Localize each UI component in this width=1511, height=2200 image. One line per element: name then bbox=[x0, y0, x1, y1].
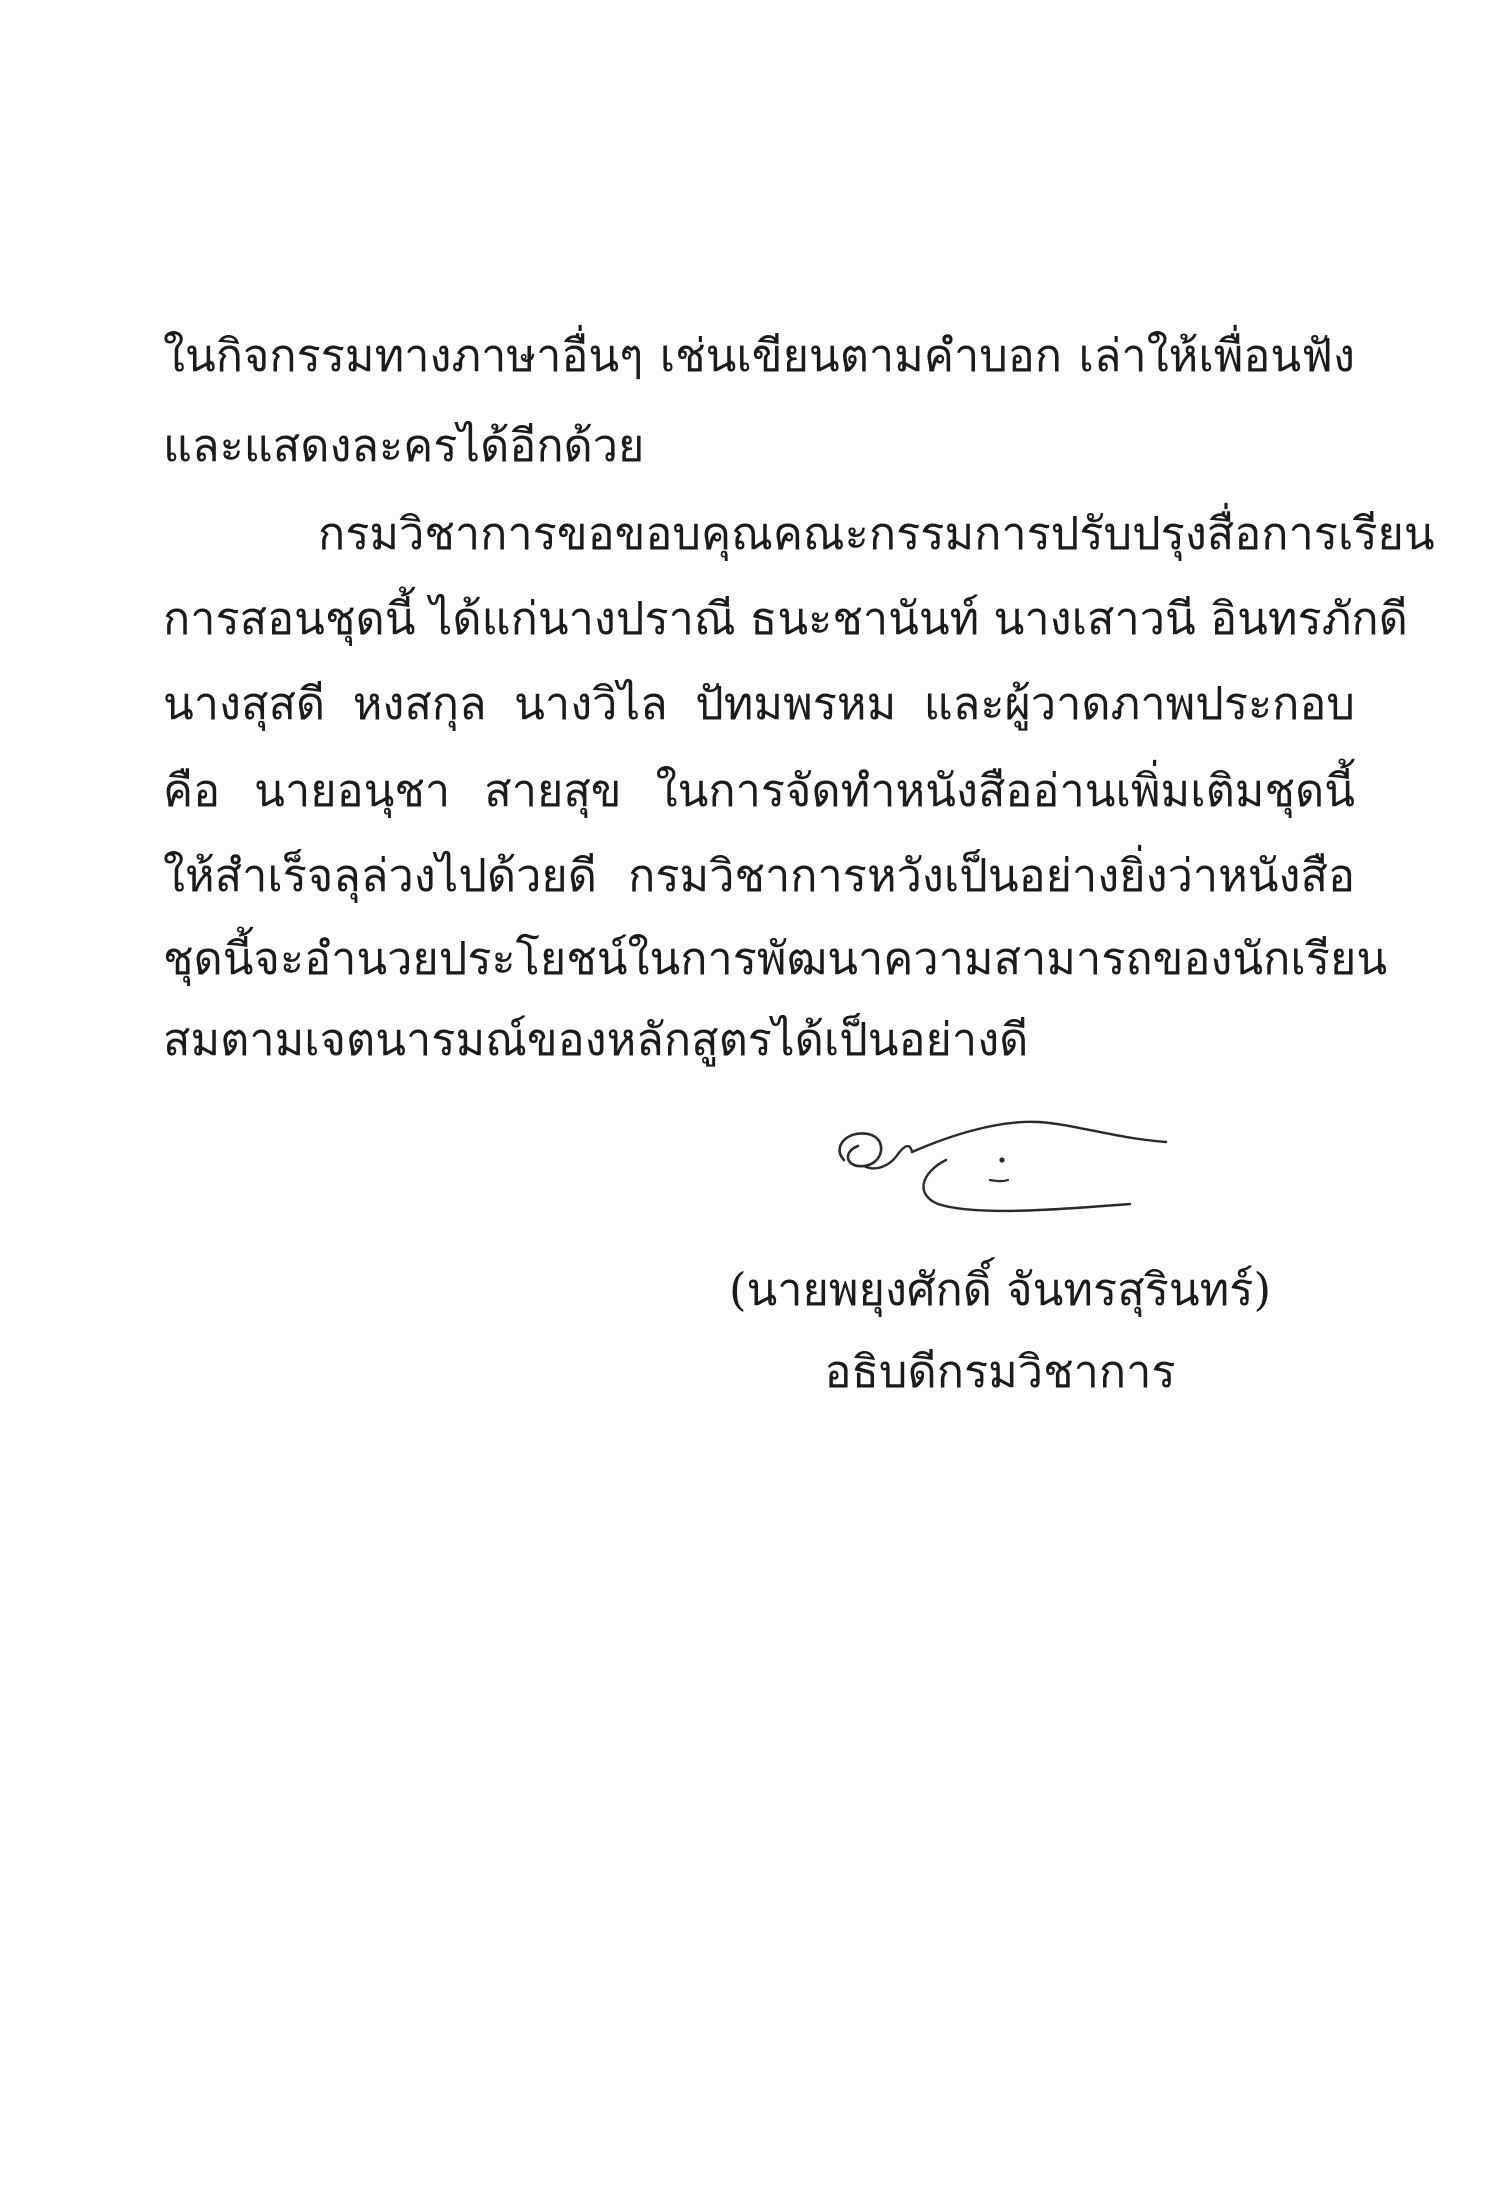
handwritten-signature bbox=[824, 1108, 1184, 1228]
paragraph-2-line-1: กรมวิชาการขอขอบคุณคณะกรรมการปรับปรุงสื่อการเรียน bbox=[318, 507, 1435, 560]
signatory-name: (นายพยุงศักดิ์ จันทรสุรินทร์) bbox=[728, 1263, 1272, 1316]
paragraph-2-line-6: ชุดนี้จะอำนวยประโยชน์ในการพัฒนาความสามารถของนักเรียน bbox=[163, 932, 1388, 985]
paragraph-2-line-3: นางสุสดี หงสกุล นางวิไล ปัทมพรหม และผู้วาดภาพประกอบ bbox=[163, 677, 1355, 730]
paragraph-2-line-2: การสอนชุดนี้ ได้แก่นางปราณี ธนะชานันท์ นางเสาวนี อินทรภักดี bbox=[163, 592, 1408, 645]
paragraph-1-line-1: ในกิจกรรมทางภาษาอื่นๆ เช่นเขียนตามคำบอก เล่าให้เพื่อนฟัง bbox=[163, 329, 1355, 382]
paragraph-2-line-4: คือ นายอนุชา สายสุข ในการจัดทำหนังสืออ่านเพิ่มเติมชุดนี้ bbox=[163, 764, 1355, 817]
paragraph-2-line-7: สมตามเจตนารมณ์ของหลักสูตรได้เป็นอย่างดี bbox=[163, 1013, 1029, 1066]
paragraph-1-line-2: และแสดงละครได้อีกด้วย bbox=[163, 419, 645, 472]
signatory-title: อธิบดีกรมวิชาการ bbox=[824, 1345, 1176, 1398]
paragraph-2-line-5: ให้สำเร็จลุล่วงไปด้วยดี กรมวิชาการหวังเป็นอย่างยิ่งว่าหนังสือ bbox=[163, 849, 1355, 902]
